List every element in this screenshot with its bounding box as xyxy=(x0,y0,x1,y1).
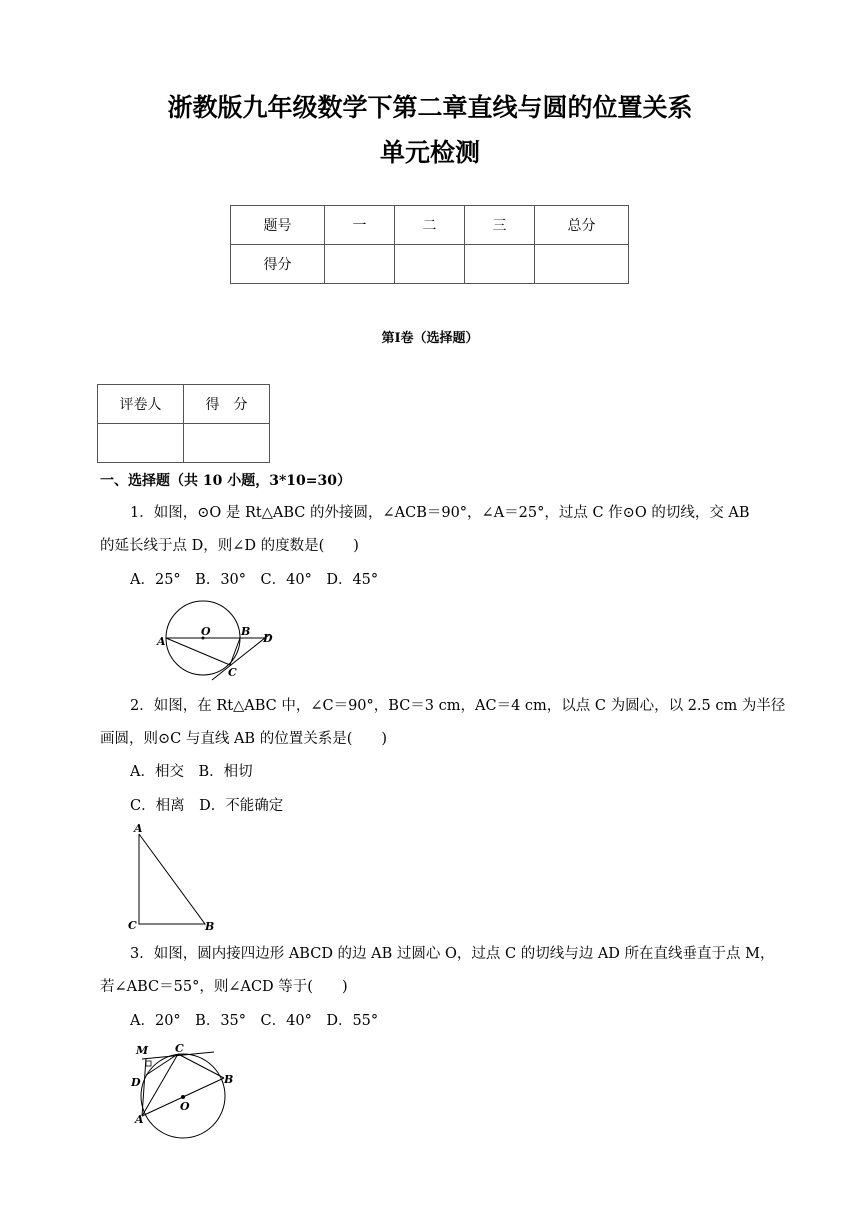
document-title-line2: 单元检测 xyxy=(379,138,480,167)
figure-label-B: B xyxy=(224,1073,234,1086)
grader-header-cell: 得 分 xyxy=(184,385,270,424)
score-row-label: 得分 xyxy=(231,245,325,284)
figure-label-D: D xyxy=(131,1076,141,1089)
figure-label-A: A xyxy=(134,822,143,835)
grader-table xyxy=(97,384,270,463)
score-header-cell: 题号 xyxy=(231,206,325,245)
part-heading: 一、选择题（共 10 小题，3*10=30） xyxy=(100,473,351,489)
grader-cell xyxy=(98,424,184,463)
figure-label-C: C xyxy=(128,919,137,932)
document-title-line1: 浙教版九年级数学下第二章直线与圆的位置关系 xyxy=(167,93,693,122)
score-header-cell: 二 xyxy=(395,206,465,245)
score-header-cell: 一 xyxy=(325,206,395,245)
question-3-figure xyxy=(128,1040,248,1140)
question-1-figure xyxy=(150,598,290,683)
score-cell xyxy=(395,245,465,284)
question-3-line1: 3．如图，圆内接四边形 ABCD 的边 AB 过圆心 O，过点 C 的切线与边 AD 所在直线垂直于点 M， xyxy=(130,946,775,962)
figure-label-O: O xyxy=(180,1100,190,1113)
question-2-options-line2: C．相离 D．不能确定 xyxy=(130,798,284,814)
score-cell xyxy=(535,245,629,284)
score-table xyxy=(230,205,629,284)
figure-label-C: C xyxy=(228,666,237,679)
section-title: 第Ⅰ卷（选择题） xyxy=(381,331,479,346)
figure-label-A: A xyxy=(157,635,166,648)
figure-label-O: O xyxy=(201,625,211,638)
figure-label-B: B xyxy=(241,625,251,638)
grader-cell xyxy=(184,424,270,463)
grader-header-cell: 评卷人 xyxy=(98,385,184,424)
score-cell xyxy=(465,245,535,284)
figure-label-D: D xyxy=(263,632,273,645)
score-header-cell: 总分 xyxy=(535,206,629,245)
figure-label-B: B xyxy=(205,920,215,933)
question-2-options-line1: A．相交 B．相切 xyxy=(130,764,253,780)
question-2-line1: 2．如图，在 Rt△ABC 中，∠C＝90°，BC＝3 cm，AC＝4 cm，以点 C 为圆心，以 2.5 cm 为半径 xyxy=(130,698,786,714)
figure-label-A: A xyxy=(135,1113,144,1126)
score-header-cell: 三 xyxy=(465,206,535,245)
score-table-score-row xyxy=(231,245,629,284)
question-3-line2: 若∠ABC＝55°，则∠ACD 等于( ) xyxy=(100,979,348,995)
question-1-options: A．25° B．30° C．40° D．45° xyxy=(130,572,379,588)
figure-label-C: C xyxy=(175,1042,184,1055)
question-2-line2: 画圆，则⊙C 与直线 AB 的位置关系是( ) xyxy=(100,731,388,747)
question-3-options: A．20° B．35° C．40° D．55° xyxy=(130,1013,379,1029)
figure-label-M: M xyxy=(136,1044,149,1057)
score-table-header-row xyxy=(231,206,629,245)
score-cell xyxy=(325,245,395,284)
question-1-line1: 1．如图，⊙O 是 Rt△ABC 的外接圆，∠ACB＝90°，∠A＝25°，过点 C 作⊙O 的切线，交 AB xyxy=(130,505,750,521)
question-1-line2: 的延长线于点 D，则∠D 的度数是( ) xyxy=(100,538,359,554)
question-2-figure xyxy=(125,822,225,934)
